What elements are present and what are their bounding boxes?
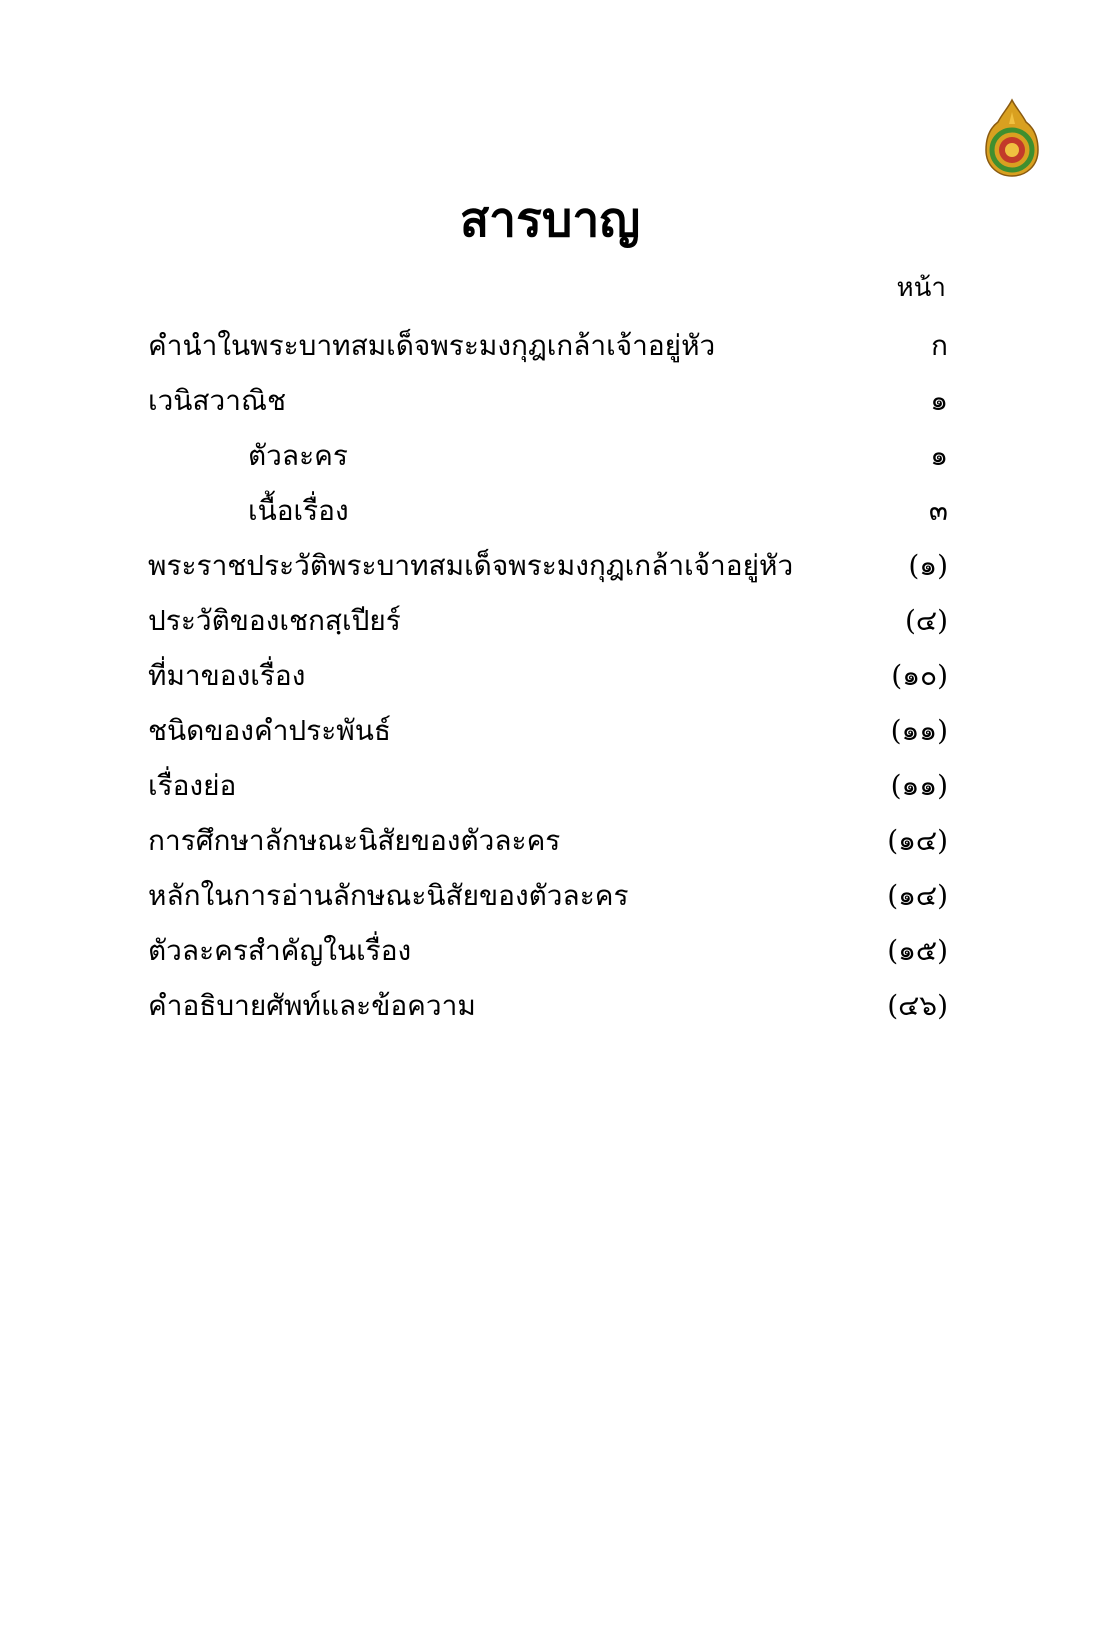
- toc-entry: [148, 648, 948, 703]
- toc-entry: [148, 758, 948, 813]
- toc-entry-page-number: ๓: [928, 493, 948, 527]
- toc-entry: [148, 538, 948, 593]
- toc-entry-page-number: (๑๔): [887, 823, 948, 857]
- toc-entry: [148, 483, 948, 538]
- toc-entry: [148, 373, 948, 428]
- toc-entry-label: ชนิดของคำประพันธ์: [148, 713, 391, 747]
- page-title: สารบาญ: [459, 192, 641, 248]
- toc-entry-page-number: (๔๖): [887, 988, 948, 1022]
- toc-entry-label: ตัวละครสำคัญในเรื่อง: [148, 933, 412, 967]
- toc-entry: [148, 868, 948, 923]
- toc-entry-label: คำนำในพระบาทสมเด็จพระมงกุฎเกล้าเจ้าอยู่หัว: [148, 328, 716, 362]
- toc-entry-page-number: (๑๐): [891, 658, 948, 692]
- table-of-contents: [148, 318, 948, 1033]
- page-column-heading: หน้า: [896, 273, 946, 303]
- toc-entry: [148, 318, 948, 373]
- toc-entry-page-number: (๑๕): [887, 933, 948, 967]
- toc-entry: [148, 593, 948, 648]
- toc-entry: [148, 703, 948, 758]
- toc-entry-label: ประวัติของเชกสฺเปียร์: [148, 603, 401, 637]
- toc-entry-label: เวนิสวาณิช: [148, 383, 286, 417]
- toc-entry-page-number: ๑: [930, 383, 948, 417]
- toc-entry-page-number: (๑๔): [887, 878, 948, 912]
- toc-entry: [148, 923, 948, 978]
- toc-entry-page-number: ก: [931, 328, 948, 362]
- toc-entry-label: เรื่องย่อ: [148, 768, 237, 802]
- toc-entry: [148, 978, 948, 1033]
- toc-entry-page-number: ๑: [930, 438, 948, 472]
- crest-emblem-icon: [982, 98, 1042, 178]
- toc-entry-label: เนื้อเรื่อง: [248, 493, 349, 527]
- toc-entry-label: ตัวละคร: [248, 438, 348, 472]
- toc-entry-label: ที่มาของเรื่อง: [148, 658, 306, 692]
- toc-entry-label: คำอธิบายศัพท์และข้อความ: [148, 988, 476, 1022]
- toc-entry-label: พระราชประวัติพระบาทสมเด็จพระมงกุฎเกล้าเจ้าอยู่หัว: [148, 548, 794, 582]
- toc-entry-label: หลักในการอ่านลักษณะนิสัยของตัวละคร: [148, 878, 629, 912]
- toc-entry-page-number: (๑๑): [890, 713, 948, 747]
- toc-entry: [148, 813, 948, 868]
- toc-entry-page-number: (๑): [908, 548, 948, 582]
- toc-entry-page-number: (๑๑): [890, 768, 948, 802]
- toc-entry-page-number: (๔): [904, 603, 948, 637]
- toc-entry: [148, 428, 948, 483]
- toc-entry-label: การศึกษาลักษณะนิสัยของตัวละคร: [148, 823, 561, 857]
